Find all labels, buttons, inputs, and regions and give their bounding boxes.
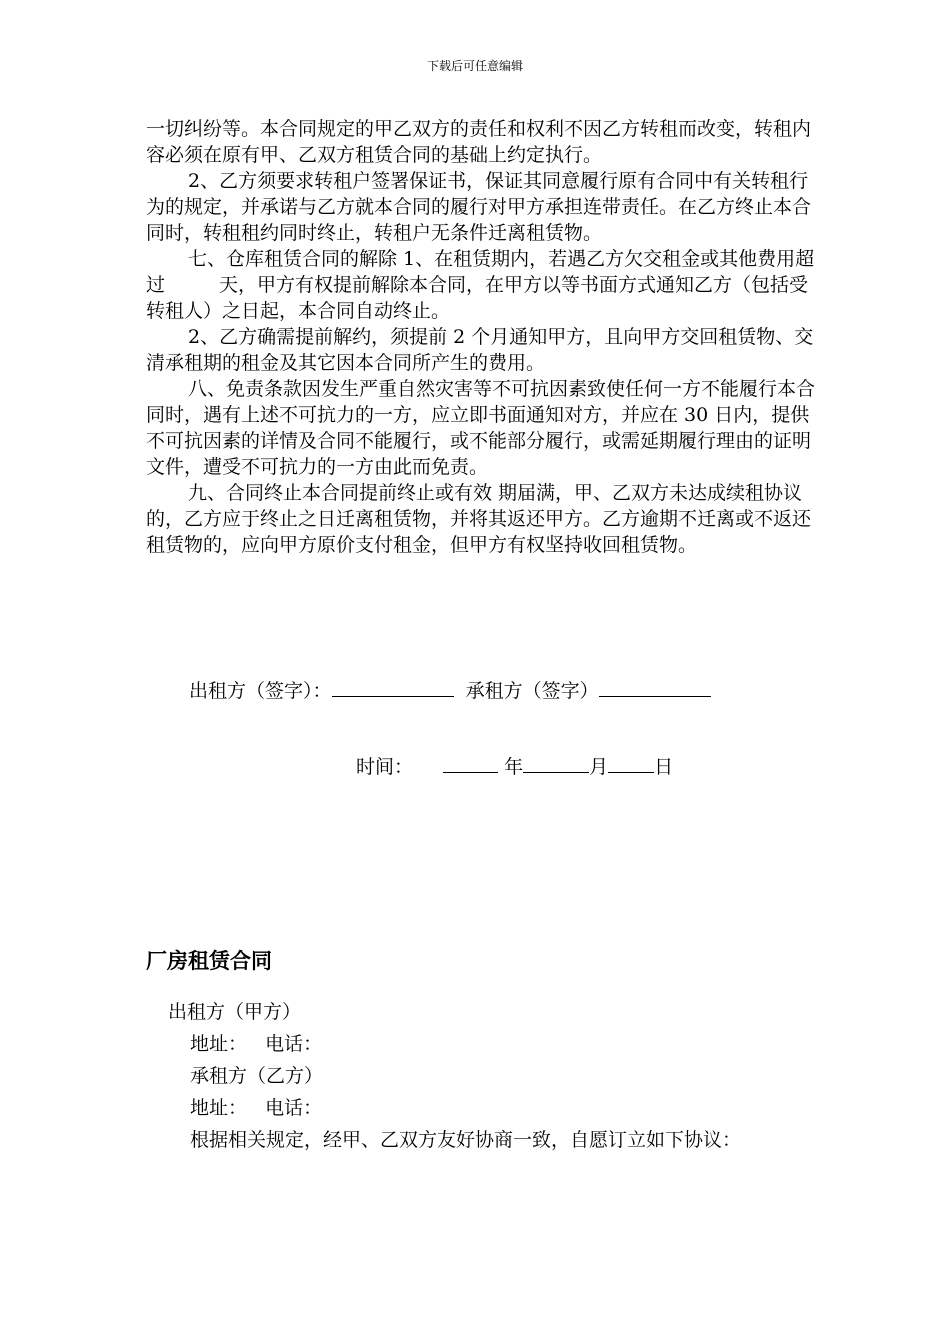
paragraph-termination [146,246,816,324]
termination-text-part2: 天，甲方有权提前解除本合同，在甲方以等书面方式通知乙方（包括受转租人）之日起，本合同自动终止。 [146,274,809,322]
month-blank [523,752,589,773]
paragraph-sublease-terms: 一切纠纷等。本合同规定的甲乙双方的责任和权利不因乙方转租而改变，转租内容必须在原有甲、乙双方租赁合同的基础上约定执行。 [146,118,812,166]
page-header-note: 下载后可任意编辑 [426,59,523,73]
lessor-signature-label: 出租方（签字）： [189,680,332,702]
lessor-signature-blank [332,676,454,697]
day-label: 日 [654,756,674,778]
paragraph-contract-end: 九、合同终止本合同提前终止或有效 期届满，甲、乙双方未达成续租协议的，乙方应于终止之日迁离租赁物，并将其返还甲方。乙方逾期不迁离或不返还租赁物的，应向甲方原价支付租金，但甲方有权坚持收回租赁物。 [146,482,812,556]
lessee-contact: 地址： 电话： [190,1097,323,1119]
contract-body [146,116,816,558]
paragraph-guarantee: 2、乙方须要求转租户签署保证书，保证其同意履行原有合同中有关转租行为的规定，并承诺与乙方就本合同的履行对甲方承担连带责任。在乙方终止本合同时，转租租约同时终止，转租户无条件迁离租赁物。 [146,170,812,244]
year-label: 年 [504,756,524,778]
lessee-signature-label: 承租方（签字） [465,680,599,702]
signature-line [189,676,711,705]
paragraph-early-termination: 2、乙方确需提前解约，须提前 2 个月通知甲方，且向甲方交回租赁物、交清承租期的租金及其它因本合同所产生的费用。 [146,326,814,374]
year-blank [443,752,498,773]
section-title: 厂房租赁合同 [146,949,272,973]
date-label: 时间： [356,756,414,778]
lessee-signature-blank [599,676,711,697]
lessor-contact: 地址： 电话： [190,1033,323,1055]
lessor-party: 出租方（甲方） [168,1001,302,1023]
termination-text-part1: 七、仓库租赁合同的解除 1、在租赁期内，若遇乙方欠交租金或其他费用超过 [146,248,815,296]
month-label: 月 [589,756,609,778]
day-blank [608,752,654,773]
agreement-intro: 根据相关规定，经甲、乙双方友好协商一致，自愿订立如下协议： [190,1129,742,1151]
date-line [356,752,673,781]
lessee-party: 承租方（乙方） [190,1065,324,1087]
party-block [146,996,816,1156]
paragraph-force-majeure: 八、免责条款因发生严重自然灾害等不可抗因素致使任何一方不能履行本合同时，遇有上述不可抗力的一方，应立即书面通知对方，并应在 30 日内，提供不可抗因素的详情及合同不能履行，或不能部分履行，或需延期履行理由的证明文件，遭受不可抗力的一方由此而免责。 [146,378,816,478]
